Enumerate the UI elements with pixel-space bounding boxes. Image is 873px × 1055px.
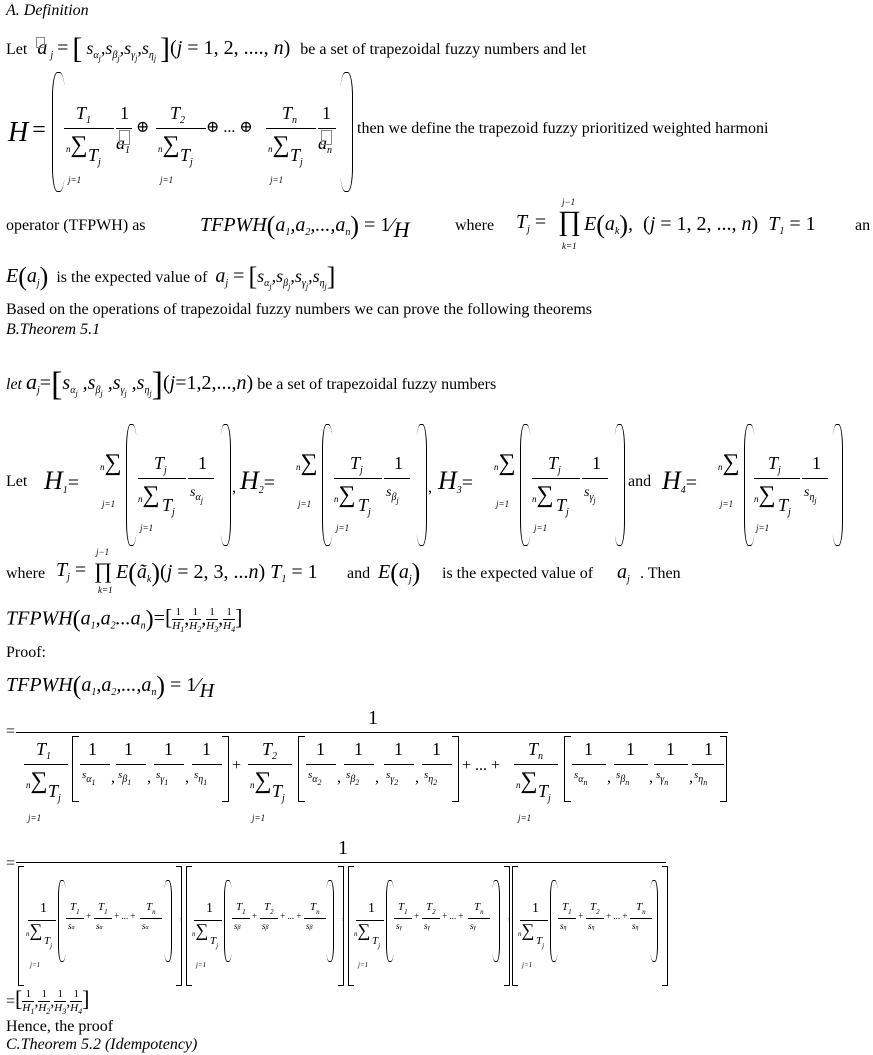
theorem-result: $TFPWH(a_1,a_2...a_n)=$[ $\frac{1}{H_1}$ , $\frac{1}{H_2}$ , $\frac{1}{H_3}$ , $\frac{1}{H_4}$ ]: [6, 604, 243, 634]
h-definition: H =: [8, 117, 46, 148]
set-text: be a set of trapezoidal fuzzy numbers and let: [300, 41, 587, 58]
proof-result: =[ $\frac{1}{H_1}$ , $\frac{1}{H_2}$ , $\frac{1}{H_3}$ , $\frac{1}{H_4}$ ]: [6, 986, 90, 1017]
section-c-heading: C.Theorem 5.2 (Idempotency): [6, 1036, 198, 1053]
a-j-symbol: a $_j$: [37, 37, 54, 61]
and-word: and: [628, 473, 652, 490]
section-a-heading: A. Definition: [6, 2, 89, 19]
where-text: where: [455, 217, 495, 234]
definition-set-line: Let a $_j$ = [ $s_{\alpha_j},s_{\beta_j},s_{\gamma_j},s_{\eta_j}$ ](j = 1, 2, ...., n) be a set of trapezoidal fuzzy numbers and let: [6, 32, 587, 65]
then-text: then we define the trapezoid fuzzy prioritized weighted harmoni: [357, 120, 769, 137]
and-cut: an: [855, 217, 871, 234]
theorem-set-line: let $a_j=[s_{\alpha_j}$ $,s_{\beta_j}$ $,s_{\gamma_j}$ $,s_{\eta_j}](j=1,2,...,n)$ be a set of trapezoidal fuzzy numbers: [6, 366, 497, 403]
expected-line: $E(a_j)$ is the expected value of $a_j = [s_{\alpha_j},s_{\beta_j},s_{\gamma_j},s_{\eta_j}]$: [6, 262, 336, 291]
where-tj-line: where: [6, 565, 46, 582]
h-symbol: H: [8, 117, 29, 148]
based-text: Based on the operations of trapezoidal fuzzy numbers we can prove the following theorems: [6, 301, 593, 318]
h-right-paren: [340, 72, 353, 192]
proof-label: Proof:: [6, 644, 46, 661]
then-word: . Then: [640, 565, 681, 582]
operator-line: operator (TFPWH) as: [6, 217, 146, 234]
proof-first-line: $TFPWH(a_1,a_2,...,a_n)$ = 1⁄H: [6, 671, 215, 702]
let-word: Let: [6, 41, 28, 58]
h-left-paren: [52, 72, 65, 192]
section-b-heading: B.Theorem 5.1: [6, 321, 101, 338]
let-word-b: Let: [6, 473, 28, 490]
expected-text-b: is the expected value of: [442, 565, 594, 582]
hence-text: Hence, the proof: [6, 1018, 114, 1035]
and-word-2: and: [347, 565, 371, 582]
